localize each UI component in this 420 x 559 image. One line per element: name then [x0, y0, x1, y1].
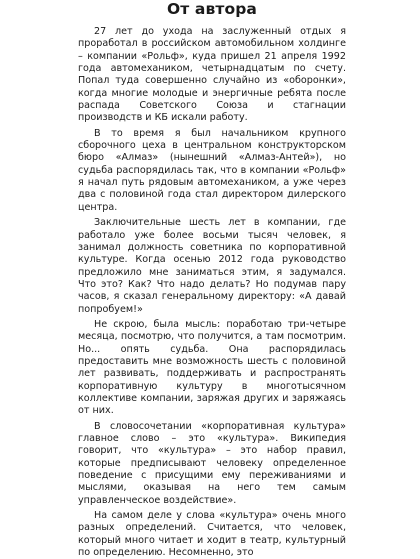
- chapter-body: [78, 26, 346, 559]
- chapter-title: От автора: [167, 0, 257, 18]
- paragraph: На самом деле у слова «культура» очень много разных определений. Считается, что человек, который много читает и ходит в театр, культурный по определению. Несомненно, это: [78, 510, 346, 559]
- paragraph: В словосочетании «корпоративная культура» главное слово – это «культура». Википедия говорит, что «культура» – это набор правил, которые предписывают человеку определенное поведение с присущими ему переживаниями и мыслями, оказывая на него тем самым управленческое воздействие».: [78, 420, 346, 506]
- paragraph: В то время я был начальником крупного сборочного цеха в центральном конструкторском бюро «Алмаз» (нынешний «Алмаз-Антей»), но судьба распорядилась так, что в компании «Рольф» я начал путь рядовым автомехаником, а уже через два с половиной года стал директором дилерского центра.: [78, 127, 346, 213]
- paragraph: 27 лет до ухода на заслуженный отдых я проработал в российском автомобильном холдинге – компании «Рольф», куда пришел 21 апреля 1992 года автомехаником, четырнадцатым по счету. Попал туда совершенно случайно из «оборонки», когда многие молодые и энергичные ребята после распада Советского Союза и стагнации производств и КБ искали работу.: [78, 26, 346, 124]
- paragraph: Не скрою, была мысль: поработаю три-четыре месяца, посмотрю, что получится, а там посмотрим. Но... опять судьба. Она распорядилась предоставить мне возможность шесть с половиной лет развивать, поддерживать и распространять корпоративную культуру в многотысячном коллективе компании, заряжая других и заряжаясь от них.: [78, 318, 346, 417]
- paragraph: Заключительные шесть лет в компании, где работало уже более восьми тысяч человек, я занимал должность советника по корпоративной культуре. Когда осенью 2012 года руководство предложило мне заниматься этим, я задумался. Что это? Как? Что надо делать? Но подумав пару часов, я сказал генеральному директору: «А давай попробуем!»: [78, 217, 346, 315]
